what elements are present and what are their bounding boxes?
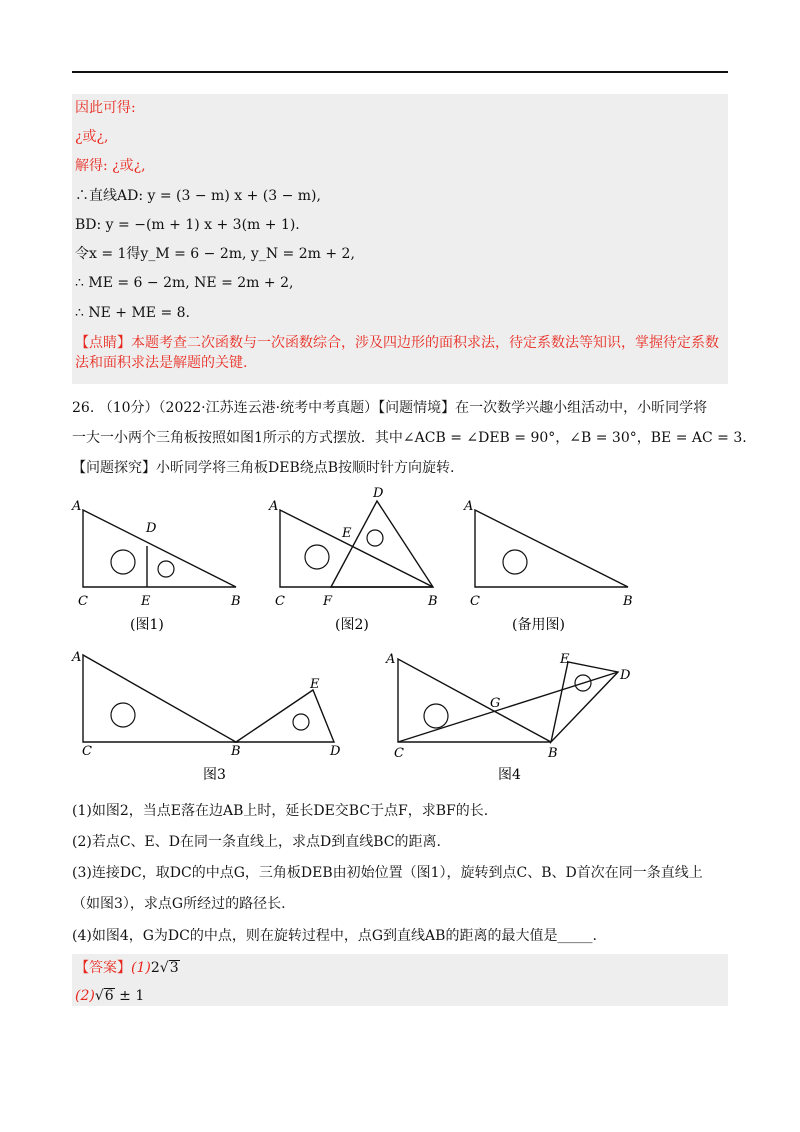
explore-text: 小昕同学将三角板DEB绕点B按顺时针方向旋转. xyxy=(156,460,455,476)
comment-line-2: 法和面积求法是解题的关键. xyxy=(75,355,248,371)
fig2-label-E: E xyxy=(342,526,352,541)
header-rule xyxy=(72,71,728,73)
answer-line-1: 【答案】(1)2√3 xyxy=(75,960,179,976)
answer-1-coef: 2 xyxy=(150,960,160,976)
problem-header xyxy=(72,398,707,418)
figure-4 xyxy=(380,645,660,785)
problem-source: （2022·江苏连云港·统考中考真题） xyxy=(158,400,379,416)
fig3-label-C: C xyxy=(82,744,92,759)
fig3-label-A: A xyxy=(72,650,82,665)
solution-line-2: ¿或¿, xyxy=(75,129,109,145)
fig1-label-B: B xyxy=(231,594,241,609)
fig4-label-E: E xyxy=(560,652,570,667)
problem-number: 26. xyxy=(72,400,95,416)
answer-2-tail: ± 1 xyxy=(114,988,145,1004)
fig2-label-F: F xyxy=(323,594,333,609)
answer-1-label: (1) xyxy=(131,960,151,976)
figure-1 xyxy=(68,495,258,635)
fig2-label-C: C xyxy=(275,594,285,609)
fig3-label-B: B xyxy=(231,744,241,759)
answer-2-radicand: 6 xyxy=(104,988,114,1004)
fig4-label-G: G xyxy=(490,696,501,711)
fig4-label-D: D xyxy=(620,668,631,683)
spare-caption: (备用图) xyxy=(512,617,565,633)
fig2-label-B: B xyxy=(428,594,438,609)
comment-tag: 【点睛】 xyxy=(75,335,131,351)
comment-block xyxy=(75,333,727,373)
fig2-label-A: A xyxy=(269,499,279,514)
figure-3 xyxy=(68,645,358,785)
fig3-label-D: D xyxy=(330,744,341,759)
answer-2-label: (2) xyxy=(75,988,95,1004)
spare-label-C: C xyxy=(470,594,480,609)
question-1: (1)如图2，当点E落在边AB上时，延长DE交BC于点F，求BF的长. xyxy=(72,803,489,819)
fig1-label-D: D xyxy=(146,521,157,536)
solution-line-1: 因此可得: xyxy=(75,100,136,116)
fig4-label-B: B xyxy=(548,746,558,761)
fig4-caption: 图4 xyxy=(498,767,521,783)
situation-tag: 【问题情境】 xyxy=(378,400,456,416)
question-3-line-2: （如图3），求点G所经过的路径长. xyxy=(72,896,286,912)
fig2-caption: (图2) xyxy=(335,617,369,633)
problem-line-2: 一大一小两个三角板按照如图1所示的方式摆放．其中∠ACB = ∠DEB = 90°，∠B = 30°，BE = AC = 3. xyxy=(72,430,747,446)
fig1-label-C: C xyxy=(78,594,88,609)
question-2: (2)若点C、E、D在同一条直线上，求点D到直线BC的距离. xyxy=(72,834,441,850)
figure-2 xyxy=(265,483,455,635)
explore-tag: 【问题探究】 xyxy=(72,460,156,476)
solution-line-6: 令x = 1得y_M = 6 − 2m, y_N = 2m + 2, xyxy=(75,246,355,262)
solution-line-8: ∴ NE + ME = 8. xyxy=(75,305,191,321)
problem-points: （10分） xyxy=(98,400,159,416)
situation-text: 在一次数学兴趣小组活动中，小昕同学将 xyxy=(455,400,708,416)
solution-line-7: ∴ ME = 6 − 2m, NE = 2m + 2, xyxy=(75,275,294,291)
problem-explore xyxy=(72,458,454,478)
solution-line-4: ∴直线AD: y = (3 − m) x + (3 − m), xyxy=(75,188,321,204)
comment-line-1: 本题考查二次函数与一次函数综合，涉及四边形的面积求法，待定系数法等知识，掌握待定系数 xyxy=(131,335,719,351)
fig2-label-D: D xyxy=(373,486,384,501)
question-4: (4)如图4，G为DC的中点，则在旋转过程中，点G到直线AB的距离的最大值是_____. xyxy=(72,928,597,944)
fig4-label-C: C xyxy=(394,746,404,761)
fig3-caption: 图3 xyxy=(203,767,226,783)
solution-line-3: 解得: ¿或¿, xyxy=(75,158,146,174)
figure-spare xyxy=(460,495,650,635)
fig1-caption: (图1) xyxy=(130,617,164,633)
question-3-line-1: (3)连接DC，取DC的中点G，三角板DEB由初始位置（图1），旋转到点C、B、D首次在同一条直线上 xyxy=(72,865,703,881)
fig3-label-E: E xyxy=(310,677,320,692)
answer-1-radicand: 3 xyxy=(169,960,179,976)
fig1-label-E: E xyxy=(141,594,151,609)
spare-label-B: B xyxy=(623,594,633,609)
answer-tag: 【答案】 xyxy=(75,960,131,976)
spare-label-A: A xyxy=(464,499,474,514)
fig1-label-A: A xyxy=(72,499,82,514)
fig4-label-A: A xyxy=(386,652,396,667)
answer-line-2: (2)√6 ± 1 xyxy=(75,988,145,1004)
solution-line-5: BD: y = −(m + 1) x + 3(m + 1). xyxy=(75,217,300,233)
